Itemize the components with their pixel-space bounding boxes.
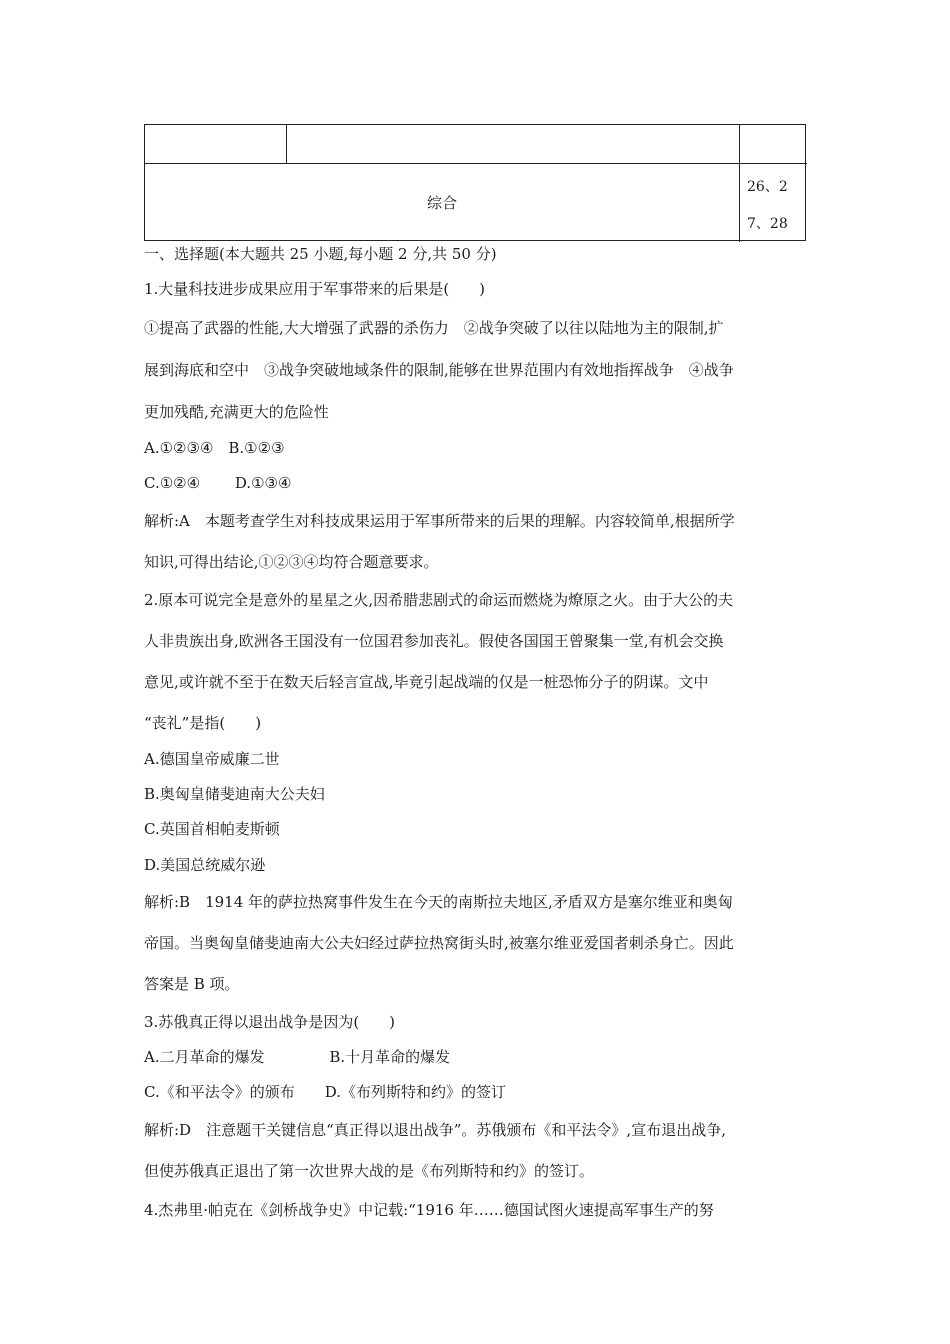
option-line: C.《和平法令》的颁布 D.《布列斯特和约》的签订: [144, 1083, 506, 1101]
score-table: [144, 124, 806, 241]
answer-line: 解析:D 注意题干关键信息“真正得以退出战争”。苏俄颁布《和平法令》,宣布退出战争,: [144, 1121, 726, 1139]
question-line: 展到海底和空中 ③战争突破地域条件的限制,能够在世界范围内有效地指挥战争 ④战争: [144, 361, 734, 379]
option-line: A.德国皇帝威廉二世: [144, 750, 280, 768]
table-cell-label: [145, 163, 739, 241]
answer-line: 解析:A 本题考查学生对科技成果运用于军事所带来的后果的理解。内容较简单,根据所学: [144, 512, 735, 530]
option-line: C.英国首相帕麦斯顿: [144, 820, 280, 838]
answer-line: 但使苏俄真正退出了第一次世界大战的是《布列斯特和约》的签订。: [144, 1162, 595, 1180]
answer-line: 解析:B 1914 年的萨拉热窝事件发生在今天的南斯拉夫地区,矛盾双方是塞尔维亚和奥匈: [144, 893, 733, 911]
answer-line: 答案是 B 项。: [144, 975, 240, 993]
option-line: D.美国总统威尔逊: [144, 856, 266, 874]
question-line: “丧礼”是指( ): [144, 714, 262, 732]
table-cell-numbers: [747, 169, 805, 243]
table-divider: [286, 125, 287, 163]
option-line: C.①②④ D.①③④: [144, 474, 292, 492]
answer-line: 知识,可得出结论,①②③④均符合题意要求。: [144, 553, 439, 571]
option-line: A.①②③④ B.①②③: [144, 439, 285, 457]
question-line: 3.苏俄真正得以退出战争是因为( ): [144, 1013, 396, 1031]
question-line: 2.原本可说完全是意外的星星之火,因希腊悲剧式的命运而燃烧为燎原之火。由于大公的夫: [144, 591, 734, 609]
question-line: ①提高了武器的性能,大大增强了武器的杀伤力 ②战争突破了以往以陆地为主的限制,扩: [144, 319, 724, 337]
question-line: 4.杰弗里·帕克在《剑桥战争史》中记载:“1916 年……德国试图火速提高军事生产的努: [144, 1201, 714, 1219]
option-line: A.二月革命的爆发 B.十月革命的爆发: [144, 1048, 451, 1066]
option-line: B.奥匈皇储斐迪南大公夫妇: [144, 785, 325, 803]
question-line: 更加残酷,充满更大的危险性: [144, 403, 329, 421]
question-line: 意见,或许就不至于在数天后轻言宣战,毕竟引起战端的仅是一桩恐怖分子的阴谋。文中: [144, 673, 709, 691]
table-divider: [739, 125, 740, 242]
question-line: 人非贵族出身,欧洲各王国没有一位国君参加丧礼。假使各国国王曾聚集一堂,有机会交换: [144, 632, 724, 650]
question-line: 1.大量科技进步成果应用于军事带来的后果是( ): [144, 280, 486, 298]
table-cell-text: 综合: [426, 193, 457, 212]
table-cell-text: 7、28: [747, 216, 788, 232]
answer-line: 帝国。当奥匈皇储斐迪南大公夫妇经过萨拉热窝街头时,被塞尔维亚爱国者刺杀身亡。因此: [144, 934, 734, 952]
table-cell-text: 26、2: [747, 179, 788, 195]
section-heading: 一、选择题(本大题共 25 小题,每小题 2 分,共 50 分): [144, 245, 497, 263]
